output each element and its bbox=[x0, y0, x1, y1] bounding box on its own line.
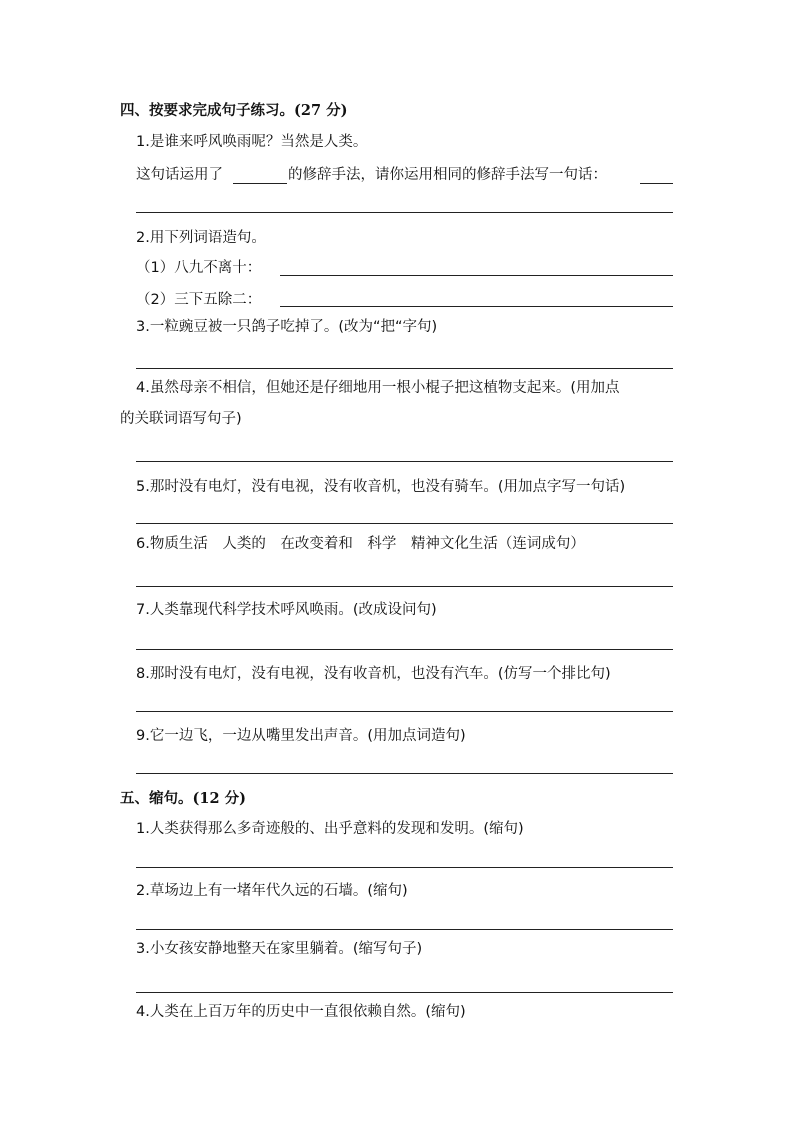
answer-line-4-8[interactable] bbox=[136, 711, 673, 712]
answer-line-4-4[interactable] bbox=[136, 461, 673, 462]
question-4-3: 3.一粒豌豆被一只鸽子吃掉了。(改为“把“字句) bbox=[136, 319, 438, 335]
answer-blank-rhetoric[interactable] bbox=[233, 183, 287, 184]
answer-line-4-2-1[interactable] bbox=[280, 275, 673, 276]
answer-line-4-7[interactable] bbox=[136, 649, 673, 650]
answer-line-4-1[interactable] bbox=[136, 212, 673, 213]
question-4-2: 2.用下列词语造句。 bbox=[136, 230, 266, 246]
question-5-3: 3.小女孩安静地整天在家里躺着。(缩写句子) bbox=[136, 941, 423, 957]
question-4-5: 5.那时没有电灯，没有电视，没有收音机，也没有骑车。(用加点字写一句话) bbox=[136, 479, 626, 495]
answer-line-4-5[interactable] bbox=[136, 523, 673, 524]
question-4-4-line-1: 4.虽然母亲不相信，但她还是仔细地用一根小棍子把这植物支起来。(用加点 bbox=[136, 380, 620, 396]
question-4-1: 1.是谁来呼风唤雨呢？当然是人类。 bbox=[136, 134, 368, 150]
question-4-1-prompt-a: 这句话运用了 bbox=[136, 167, 223, 183]
answer-line-5-1[interactable] bbox=[136, 867, 673, 868]
question-4-7: 7.人类靠现代科学技术呼风唤雨。(改成设问句) bbox=[136, 602, 437, 618]
answer-line-4-2-2[interactable] bbox=[280, 306, 673, 307]
question-4-6: 6.物质生活 人类的 在改变着和 科学 精神文化生活（连词成句） bbox=[136, 536, 585, 552]
question-5-1: 1.人类获得那么多奇迹般的、出乎意料的发现和发明。(缩句) bbox=[136, 821, 524, 837]
question-4-4-line-2: 的关联词语写句子) bbox=[120, 411, 242, 427]
answer-line-4-9[interactable] bbox=[136, 773, 673, 774]
section-5-heading: 五、缩句。(12 分) bbox=[120, 790, 246, 807]
question-4-9: 9.它一边飞，一边从嘴里发出声音。(用加点词造句) bbox=[136, 728, 466, 744]
answer-line-4-1-end[interactable] bbox=[640, 183, 673, 184]
question-5-4: 4.人类在上百万年的历史中一直很依赖自然。(缩句) bbox=[136, 1004, 466, 1020]
question-4-2-item-1: （1）八九不离十： bbox=[136, 260, 262, 276]
question-5-2: 2.草场边上有一堵年代久远的石墙。(缩句) bbox=[136, 883, 408, 899]
question-4-1-prompt-b: 的修辞手法，请你运用相同的修辞手法写一句话： bbox=[288, 167, 607, 183]
question-4-2-item-2: （2）三下五除二： bbox=[136, 292, 262, 308]
answer-line-5-2[interactable] bbox=[136, 929, 673, 930]
answer-line-4-3[interactable] bbox=[136, 368, 673, 369]
question-4-8: 8.那时没有电灯，没有电视，没有收音机，也没有汽车。(仿写一个排比句) bbox=[136, 666, 611, 682]
answer-line-5-3[interactable] bbox=[136, 992, 673, 993]
section-4-heading: 四、按要求完成句子练习。(27 分) bbox=[120, 102, 348, 119]
answer-line-4-6[interactable] bbox=[136, 586, 673, 587]
